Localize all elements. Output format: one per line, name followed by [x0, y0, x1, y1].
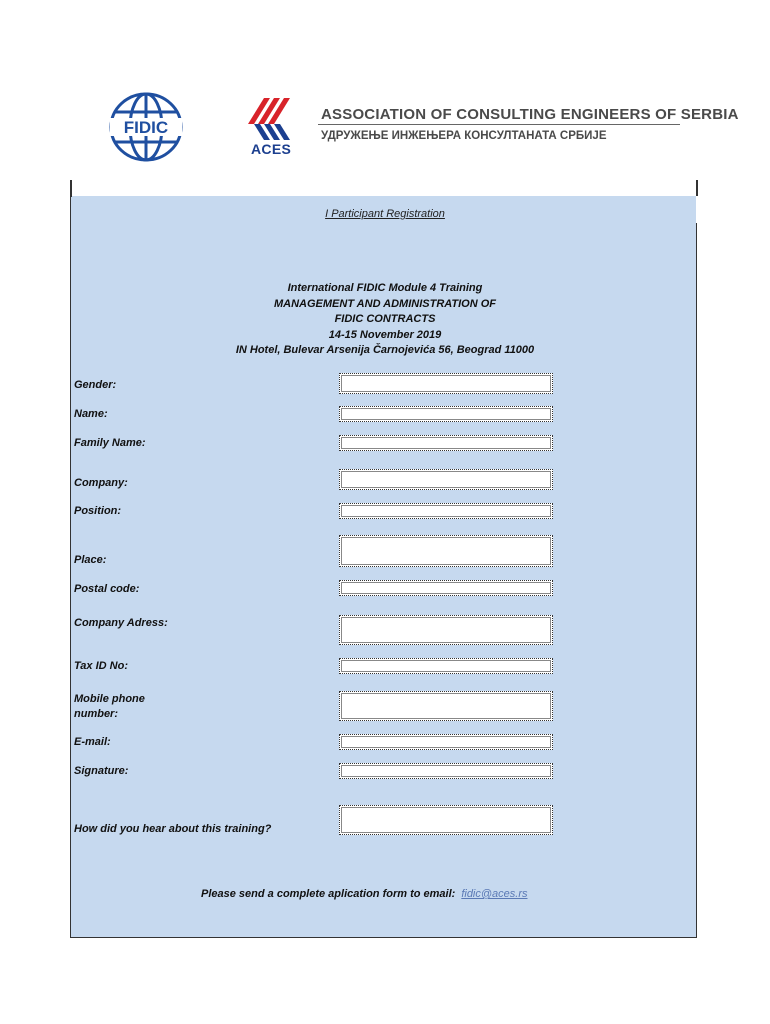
panel-border-left [70, 180, 72, 197]
company-label: Company: [74, 477, 128, 489]
event-line: IN Hotel, Bulevar Arsenija Čarnojevića 56, Beograd 11000 [235, 344, 535, 356]
gender-field[interactable] [339, 373, 553, 394]
name-label: Name: [74, 408, 108, 420]
position-field[interactable] [339, 503, 553, 519]
fidic-logo [108, 92, 184, 162]
association-name-sr: УДРУЖЕЊЕ ИНЖЕЊЕРА КОНСУЛТАНАТА СРБИЈЕ [321, 130, 607, 142]
fidic-logo-text: FIDIC [123, 118, 169, 137]
mobile-phone-label: Mobile phone number: [74, 693, 145, 720]
tax-id-field[interactable] [339, 658, 553, 674]
header-divider [318, 124, 680, 125]
email-field[interactable] [339, 734, 553, 750]
event-line: 14-15 November 2019 [328, 328, 442, 341]
tax-id-label: Tax ID No: [74, 660, 128, 672]
event-info [0, 281, 770, 359]
company-address-field[interactable] [339, 615, 553, 645]
event-line: International FIDIC Module 4 Training [287, 282, 483, 294]
email-label: E-mail: [74, 736, 111, 748]
company-address-label: Company Adress: [74, 617, 168, 629]
association-name-en: ASSOCIATION OF CONSULTING ENGINEERS OF SERBIA [321, 106, 739, 123]
event-line: FIDIC CONTRACTS [334, 313, 436, 325]
aces-logo-text: ACES [251, 141, 292, 157]
family-name-label: Family Name: [74, 437, 146, 449]
mobile-phone-field[interactable] [339, 691, 553, 721]
postal-code-label: Postal code: [74, 583, 140, 595]
signature-field[interactable] [339, 763, 553, 779]
name-field[interactable] [339, 406, 553, 422]
referral-source-label: How did you hear about this training? [74, 823, 272, 835]
company-field[interactable] [339, 469, 553, 490]
place-field[interactable] [339, 535, 553, 567]
event-line: MANAGEMENT AND ADMINISTRATION OF [273, 297, 497, 310]
position-label: Position: [74, 505, 122, 517]
signature-label: Signature: [74, 765, 129, 777]
email-link[interactable]: fidic@aces.rs [461, 888, 528, 900]
form-title: I Participant Registration [325, 208, 445, 220]
postal-code-field[interactable] [339, 580, 553, 596]
place-label: Place: [74, 554, 107, 566]
send-text: Please send a complete aplication form to email: [201, 888, 456, 900]
gender-label: Gender: [74, 379, 117, 391]
referral-source-field[interactable] [339, 805, 553, 835]
send-instructions [201, 888, 528, 900]
family-name-field[interactable] [339, 435, 553, 451]
